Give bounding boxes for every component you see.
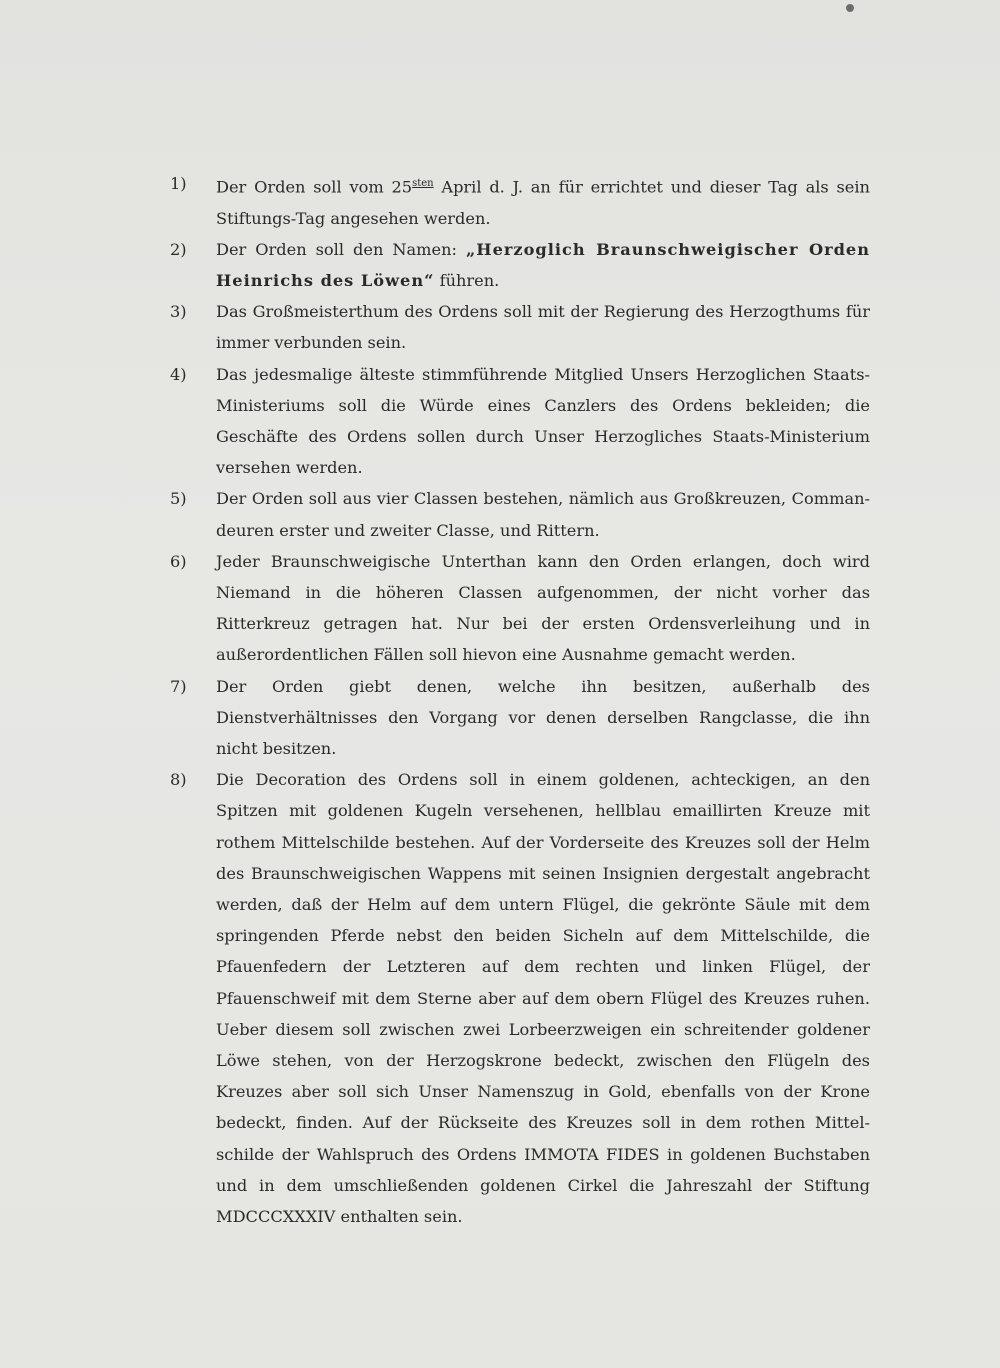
item-text: Das Großmeisterthum des Ordens soll mit der Regierung des Herzogthums für immer verbunden sein.: [216, 302, 870, 353]
item-number: 6): [170, 551, 187, 571]
item-text-part: führen.: [434, 271, 500, 290]
item-text-part: Der Orden soll den Namen:: [216, 239, 466, 259]
list-item: [170, 168, 870, 234]
item-number: 3): [170, 302, 187, 322]
item-number: 7): [170, 676, 187, 696]
item-number: 2): [170, 239, 187, 259]
list-item: [170, 483, 870, 545]
item-text: Das jedesmalige älteste stimmführende Mitglied Unsers Herzoglichen Staats-Ministeriums soll die Würde eines Canzlers des Ordens bekleiden; die Geschäfte des Ordens sollen durch Unser Herzogliches Staats-Ministerium versehen werden.: [216, 364, 870, 478]
statute-list: [170, 168, 870, 1232]
item-text: Der Orden giebt denen, welche ihn besitzen, außerhalb des Dienstverhältnisses den Vorgang vor denen derselben Rangclasse, die ihn nicht besitzen.: [216, 676, 870, 759]
list-item: [170, 764, 870, 1232]
item-text: [216, 168, 870, 234]
ink-spot: [846, 4, 854, 12]
list-item: [170, 296, 870, 358]
item-text: Jeder Braunschweigische Unterthan kann den Orden erlangen, doch wird Niemand in die höheren Classen aufgenommen, der nicht vorher das Ritterkreuz getragen hat. Nur bei der ersten Ordensverleihung und in außerordentlichen Fällen soll hievon eine Ausnahme gemacht werden.: [216, 551, 870, 665]
item-text-part: April d. J. an für errichtet und dieser Tag als sein Stiftungs-Tag angesehen werden.: [216, 177, 870, 228]
item-number: 8): [170, 770, 187, 790]
list-item: [170, 359, 870, 484]
item-text: [216, 234, 870, 296]
item-number: 5): [170, 489, 187, 509]
item-number: 1): [170, 174, 187, 193]
order-name: „Herzoglich Braunschweigischer Orden Heinrichs des Löwen“: [216, 239, 870, 290]
item-text: Die Decoration des Ordens soll in einem goldenen, achteckigen, an den Spitzen mit goldenen Kugeln versehenen, hellblau emaillirten Kreuze mit rothem Mittelschilde bestehen. Auf der Vorderseite des Kreuzes soll der Helm des Braunschweigischen Wappens mit seinen Insignien dergestalt angebracht werden, daß der Helm auf dem untern Flügel, die gekrönte Säule mit dem springenden Pferde nebst den beiden Sicheln auf dem Mittelschilde, die Pfauenfedern der Letzteren auf dem rechten und linken Flügel, der Pfauenschweif mit dem Sterne aber auf dem obern Flügel des Kreuzes ruhen. Ueber diesem soll zwischen zwei Lorbeerzweigen ein schreitender goldener Löwe stehen, von der Herzogskrone bedeckt, zwischen den Flügeln des Kreuzes aber soll sich Unser Namenszug in Gold, ebenfalls von der Krone bedeckt, finden. Auf der Rückseite des Kreuzes soll in dem rothen Mittel-schilde der Wahlspruch des Ordens IMMOTA FIDES in goldenen Buchstaben und in dem umschließenden goldenen Cirkel die Jahreszahl der Stiftung MDCCCXXXIV enthalten sein.: [216, 770, 870, 1227]
superscript: sten: [412, 178, 434, 189]
item-text-part: Der Orden soll vom 25: [216, 177, 413, 197]
list-item: [170, 234, 870, 296]
list-item: [170, 671, 870, 765]
item-number: 4): [170, 364, 187, 384]
item-text: Der Orden soll aus vier Classen bestehen, nämlich aus Großkreuzen, Comman- deuren erster und zweiter Classe, und Rittern.: [216, 489, 870, 540]
list-item: [170, 546, 870, 671]
